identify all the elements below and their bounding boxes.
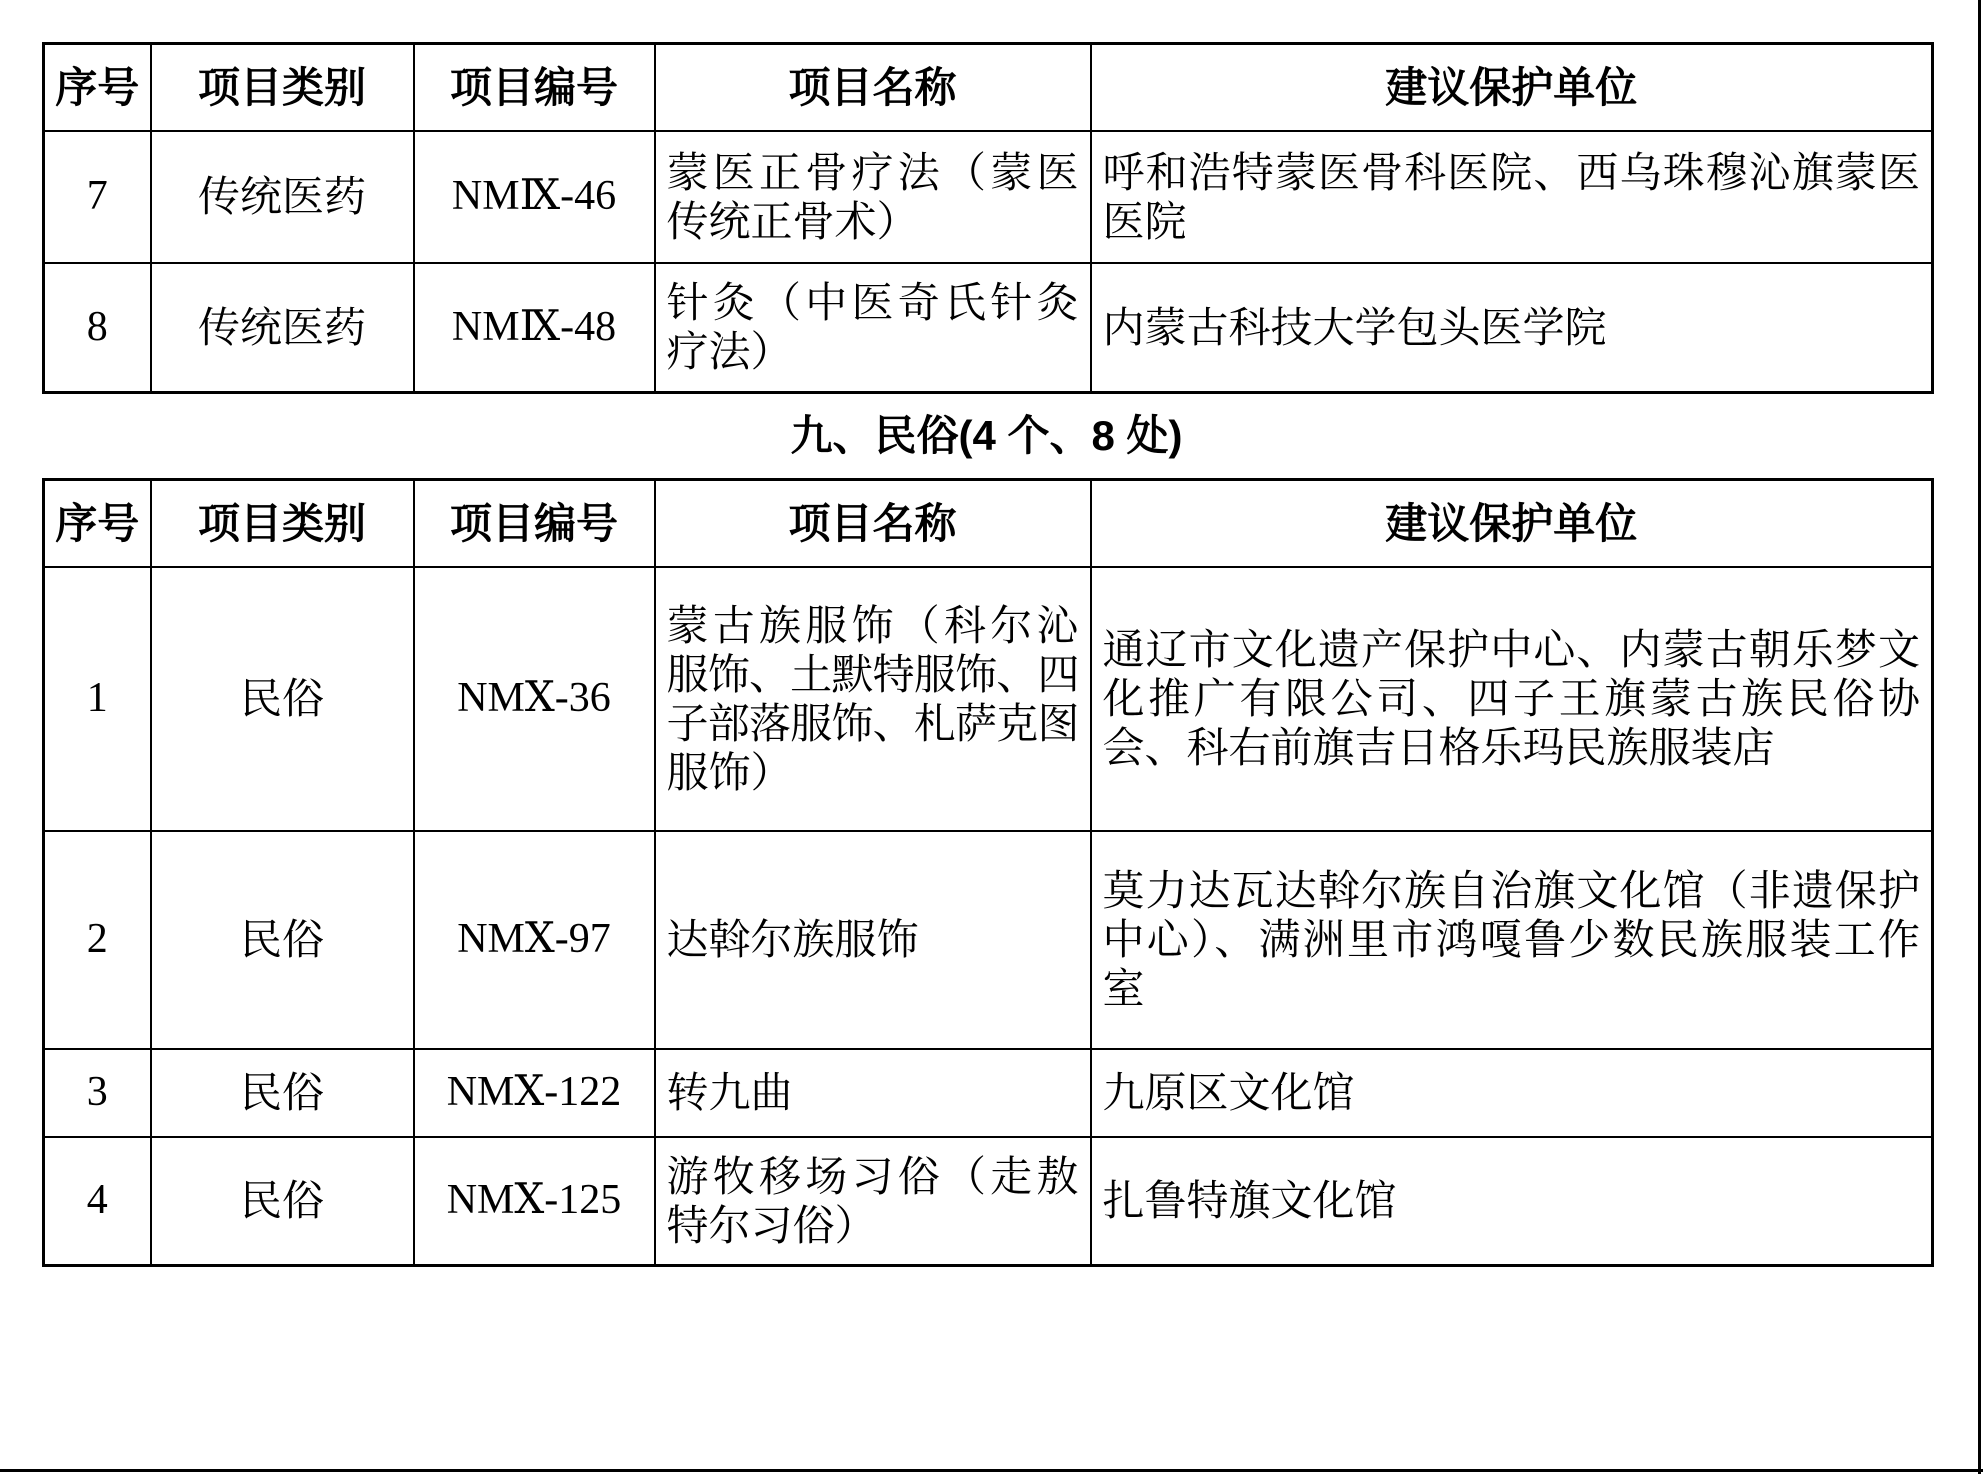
cell-unit xyxy=(1091,1137,1933,1266)
name-line: 子部落服饰、札萨克图 xyxy=(666,698,1079,748)
cell-category: 民俗 xyxy=(151,1137,414,1266)
name-line: 传统正骨术） xyxy=(666,196,919,246)
cell-name xyxy=(655,1049,1091,1137)
cell-unit xyxy=(1091,1049,1933,1137)
table-header-row xyxy=(44,480,1933,567)
cell-category: 民俗 xyxy=(151,831,414,1049)
header-name: 项目名称 xyxy=(655,44,1091,131)
unit-line: 莫力达瓦达斡尔族自治旗文化馆（非遗保护 xyxy=(1102,866,1920,915)
unit-line: 室 xyxy=(1102,964,1145,1013)
name-line: 转九曲 xyxy=(666,1068,793,1117)
page-edge-right xyxy=(1978,0,1981,1474)
cell-category: 民俗 xyxy=(151,1049,414,1137)
header-category: 项目类别 xyxy=(151,44,414,131)
cell-name xyxy=(655,131,1091,263)
heritage-table-folk-customs xyxy=(42,478,1934,1267)
cell-category: 民俗 xyxy=(151,567,414,831)
table-header-row xyxy=(44,44,1933,131)
cell-no: 3 xyxy=(44,1049,151,1137)
unit-line: 中心）、满洲里市鸿嘎鲁少数民族服装工作 xyxy=(1102,915,1920,964)
header-code: 项目编号 xyxy=(414,480,655,567)
name-line: 蒙医正骨疗法（蒙医 xyxy=(666,147,1079,197)
header-code: 项目编号 xyxy=(414,44,655,131)
cell-code: NMⅨ-48 xyxy=(414,263,655,393)
cell-unit xyxy=(1091,263,1933,393)
cell-unit xyxy=(1091,131,1933,263)
table-row xyxy=(44,263,1933,393)
cell-code: NMⅩ-125 xyxy=(414,1137,655,1266)
name-line: 服饰） xyxy=(666,747,793,797)
header-category: 项目类别 xyxy=(151,480,414,567)
unit-line: 医院 xyxy=(1102,196,1187,246)
cell-unit xyxy=(1091,567,1933,831)
cell-code: NMⅩ-36 xyxy=(414,567,655,831)
name-line: 游牧移场习俗（走敖 xyxy=(666,1151,1079,1201)
cell-no: 8 xyxy=(44,263,151,393)
cell-no: 7 xyxy=(44,131,151,263)
page-edge-bottom xyxy=(0,1469,1983,1472)
name-line: 针灸（中医奇氏针灸 xyxy=(666,278,1079,328)
cell-no: 1 xyxy=(44,567,151,831)
unit-line: 九原区文化馆 xyxy=(1102,1068,1355,1117)
cell-no: 2 xyxy=(44,831,151,1049)
cell-name xyxy=(655,831,1091,1049)
cell-code: NMⅨ-46 xyxy=(414,131,655,263)
cell-name xyxy=(655,263,1091,393)
heritage-table-traditional-medicine xyxy=(42,42,1934,394)
unit-line: 会、科右前旗吉日格乐玛民族服装店 xyxy=(1102,723,1775,772)
unit-line: 呼和浩特蒙医骨科医院、西乌珠穆沁旗蒙医 xyxy=(1102,147,1920,197)
name-line: 服饰、土默特服饰、四 xyxy=(666,649,1079,699)
table-row xyxy=(44,1137,1933,1266)
name-line: 疗法） xyxy=(666,327,793,377)
header-unit: 建议保护单位 xyxy=(1091,480,1933,567)
table-row xyxy=(44,1049,1933,1137)
section-title: 九、民俗(4 个、8 处) xyxy=(790,412,1183,459)
header-no: 序号 xyxy=(44,44,151,131)
cell-code: NMⅩ-122 xyxy=(414,1049,655,1137)
unit-line: 内蒙古科技大学包头医学院 xyxy=(1102,302,1607,352)
unit-line: 扎鲁特旗文化馆 xyxy=(1102,1176,1397,1226)
cell-unit xyxy=(1091,831,1933,1049)
cell-code: NMⅩ-97 xyxy=(414,831,655,1049)
table-row xyxy=(44,567,1933,831)
header-unit: 建议保护单位 xyxy=(1091,44,1933,131)
header-name: 项目名称 xyxy=(655,480,1091,567)
cell-name xyxy=(655,1137,1091,1266)
cell-category: 传统医药 xyxy=(151,131,414,263)
cell-name xyxy=(655,567,1091,831)
table-row xyxy=(44,131,1933,263)
cell-no: 4 xyxy=(44,1137,151,1266)
cell-category: 传统医药 xyxy=(151,263,414,393)
name-line: 蒙古族服饰（科尔沁 xyxy=(666,600,1079,650)
unit-line: 化推广有限公司、四子王旗蒙古族民俗协 xyxy=(1102,674,1920,723)
name-line: 特尔习俗） xyxy=(666,1200,877,1250)
table-row xyxy=(44,831,1933,1049)
unit-line: 通辽市文化遗产保护中心、内蒙古朝乐梦文 xyxy=(1102,625,1920,674)
header-no: 序号 xyxy=(44,480,151,567)
name-line: 达斡尔族服饰 xyxy=(666,915,919,964)
